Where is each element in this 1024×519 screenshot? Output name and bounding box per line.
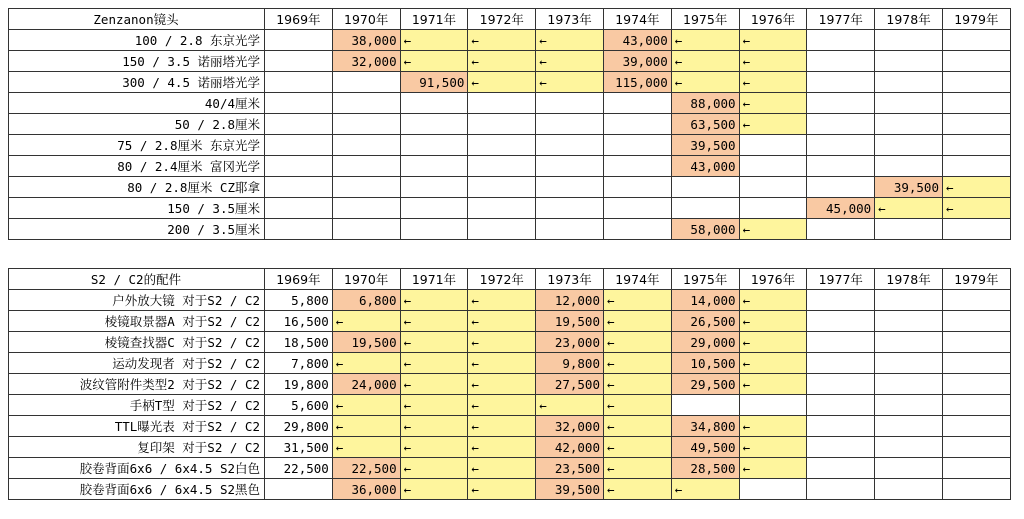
price-cell bbox=[875, 72, 943, 93]
table-row bbox=[9, 198, 1011, 219]
price-cell bbox=[671, 395, 739, 416]
price-cell bbox=[671, 198, 739, 219]
price-cell bbox=[265, 156, 333, 177]
carry-forward-arrow: ← bbox=[332, 395, 400, 416]
year-header: 1970年 bbox=[332, 9, 400, 30]
price-cell bbox=[400, 198, 468, 219]
price-cell bbox=[332, 93, 400, 114]
price-cell bbox=[807, 219, 875, 240]
carry-forward-arrow: ← bbox=[739, 72, 807, 93]
table-row bbox=[9, 437, 1011, 458]
row-label: 100 / 2.8 东京光学 bbox=[9, 30, 265, 51]
row-label: 胶卷背面6x6 / 6x4.5 S2白色 bbox=[9, 458, 265, 479]
price-cell bbox=[265, 72, 333, 93]
price-cell bbox=[942, 395, 1010, 416]
table-row bbox=[9, 219, 1011, 240]
price-cell bbox=[332, 198, 400, 219]
carry-forward-arrow: ← bbox=[739, 219, 807, 240]
price-cell bbox=[875, 219, 943, 240]
price-cell bbox=[400, 93, 468, 114]
price-cell: 39,500 bbox=[875, 177, 943, 198]
year-header: 1969年 bbox=[265, 9, 333, 30]
price-cell: 18,500 bbox=[265, 332, 333, 353]
price-cell: 49,500 bbox=[671, 437, 739, 458]
price-cell bbox=[603, 219, 671, 240]
table-row bbox=[9, 290, 1011, 311]
table-row bbox=[9, 93, 1011, 114]
table-row bbox=[9, 51, 1011, 72]
year-header: 1973年 bbox=[536, 9, 604, 30]
year-header: 1979年 bbox=[942, 269, 1010, 290]
carry-forward-arrow: ← bbox=[739, 51, 807, 72]
row-label: 棱镜查找器C 对于S2 / C2 bbox=[9, 332, 265, 353]
carry-forward-arrow: ← bbox=[400, 311, 468, 332]
price-cell bbox=[875, 353, 943, 374]
price-cell bbox=[942, 479, 1010, 500]
row-label: 75 / 2.8厘米 东京光学 bbox=[9, 135, 265, 156]
carry-forward-arrow: ← bbox=[400, 374, 468, 395]
price-cell: 24,000 bbox=[332, 374, 400, 395]
table-row bbox=[9, 458, 1011, 479]
price-cell bbox=[468, 156, 536, 177]
carry-forward-arrow: ← bbox=[603, 332, 671, 353]
carry-forward-arrow: ← bbox=[739, 416, 807, 437]
table-row bbox=[9, 353, 1011, 374]
lens-table-body bbox=[9, 30, 1011, 240]
year-header: 1973年 bbox=[536, 269, 604, 290]
lens-price-table bbox=[8, 8, 1011, 240]
carry-forward-arrow: ← bbox=[603, 353, 671, 374]
price-cell bbox=[875, 458, 943, 479]
price-cell bbox=[942, 135, 1010, 156]
price-cell bbox=[875, 156, 943, 177]
price-cell: 29,800 bbox=[265, 416, 333, 437]
carry-forward-arrow: ← bbox=[671, 51, 739, 72]
price-cell bbox=[332, 219, 400, 240]
price-cell: 16,500 bbox=[265, 311, 333, 332]
carry-forward-arrow: ← bbox=[332, 311, 400, 332]
price-cell bbox=[332, 135, 400, 156]
price-cell bbox=[468, 177, 536, 198]
carry-forward-arrow: ← bbox=[739, 332, 807, 353]
table-row bbox=[9, 30, 1011, 51]
year-header: 1977年 bbox=[807, 9, 875, 30]
price-cell bbox=[807, 72, 875, 93]
price-cell: 42,000 bbox=[536, 437, 604, 458]
carry-forward-arrow: ← bbox=[468, 51, 536, 72]
carry-forward-arrow: ← bbox=[739, 458, 807, 479]
price-cell bbox=[265, 198, 333, 219]
carry-forward-arrow: ← bbox=[468, 353, 536, 374]
price-cell bbox=[807, 395, 875, 416]
carry-forward-arrow: ← bbox=[739, 93, 807, 114]
price-cell bbox=[739, 177, 807, 198]
price-cell: 26,500 bbox=[671, 311, 739, 332]
carry-forward-arrow: ← bbox=[400, 30, 468, 51]
price-cell bbox=[807, 332, 875, 353]
price-cell: 36,000 bbox=[332, 479, 400, 500]
price-cell bbox=[942, 114, 1010, 135]
price-cell bbox=[942, 374, 1010, 395]
carry-forward-arrow: ← bbox=[468, 290, 536, 311]
price-cell bbox=[400, 135, 468, 156]
year-header: 1972年 bbox=[468, 269, 536, 290]
year-header: 1975年 bbox=[671, 269, 739, 290]
price-cell bbox=[265, 93, 333, 114]
price-cell: 38,000 bbox=[332, 30, 400, 51]
price-cell bbox=[400, 114, 468, 135]
carry-forward-arrow: ← bbox=[739, 374, 807, 395]
carry-forward-arrow: ← bbox=[739, 30, 807, 51]
price-cell: 23,500 bbox=[536, 458, 604, 479]
row-label: 胶卷背面6x6 / 6x4.5 S2黑色 bbox=[9, 479, 265, 500]
carry-forward-arrow: ← bbox=[603, 479, 671, 500]
price-cell bbox=[265, 30, 333, 51]
price-cell bbox=[807, 156, 875, 177]
price-cell: 29,500 bbox=[671, 374, 739, 395]
carry-forward-arrow: ← bbox=[468, 395, 536, 416]
price-cell bbox=[400, 219, 468, 240]
carry-forward-arrow: ← bbox=[332, 416, 400, 437]
carry-forward-arrow: ← bbox=[468, 30, 536, 51]
price-cell bbox=[875, 416, 943, 437]
price-cell bbox=[942, 51, 1010, 72]
price-cell bbox=[265, 177, 333, 198]
price-cell bbox=[942, 290, 1010, 311]
price-cell: 19,500 bbox=[332, 332, 400, 353]
carry-forward-arrow: ← bbox=[536, 395, 604, 416]
row-label: 运动发现者 对于S2 / C2 bbox=[9, 353, 265, 374]
carry-forward-arrow: ← bbox=[875, 198, 943, 219]
price-cell bbox=[807, 437, 875, 458]
price-cell bbox=[536, 135, 604, 156]
price-cell bbox=[942, 30, 1010, 51]
price-cell bbox=[807, 311, 875, 332]
price-cell bbox=[942, 156, 1010, 177]
price-cell bbox=[671, 177, 739, 198]
price-cell bbox=[332, 156, 400, 177]
price-cell: 63,500 bbox=[671, 114, 739, 135]
year-header: 1969年 bbox=[265, 269, 333, 290]
price-cell: 34,800 bbox=[671, 416, 739, 437]
price-cell bbox=[875, 114, 943, 135]
carry-forward-arrow: ← bbox=[603, 374, 671, 395]
carry-forward-arrow: ← bbox=[536, 30, 604, 51]
table-row bbox=[9, 135, 1011, 156]
year-header: 1978年 bbox=[875, 9, 943, 30]
carry-forward-arrow: ← bbox=[739, 353, 807, 374]
row-label: 80 / 2.4厘米 富冈光学 bbox=[9, 156, 265, 177]
price-cell bbox=[468, 198, 536, 219]
price-cell bbox=[468, 135, 536, 156]
year-header: 1971年 bbox=[400, 269, 468, 290]
row-label: 波纹管附件类型2 对于S2 / C2 bbox=[9, 374, 265, 395]
price-cell bbox=[942, 458, 1010, 479]
price-cell bbox=[468, 219, 536, 240]
price-cell bbox=[807, 416, 875, 437]
carry-forward-arrow: ← bbox=[468, 311, 536, 332]
price-cell bbox=[942, 72, 1010, 93]
price-cell bbox=[739, 395, 807, 416]
carry-forward-arrow: ← bbox=[468, 332, 536, 353]
price-cell bbox=[536, 177, 604, 198]
table-row bbox=[9, 72, 1011, 93]
carry-forward-arrow: ← bbox=[400, 458, 468, 479]
carry-forward-arrow: ← bbox=[400, 479, 468, 500]
price-cell bbox=[875, 290, 943, 311]
table-row bbox=[9, 114, 1011, 135]
price-cell bbox=[332, 177, 400, 198]
price-cell: 19,500 bbox=[536, 311, 604, 332]
price-cell bbox=[942, 437, 1010, 458]
table-row bbox=[9, 156, 1011, 177]
row-label: 手柄T型 对于S2 / C2 bbox=[9, 395, 265, 416]
price-cell bbox=[332, 72, 400, 93]
carry-forward-arrow: ← bbox=[536, 51, 604, 72]
accessory-table-body bbox=[9, 290, 1011, 500]
price-cell: 22,500 bbox=[265, 458, 333, 479]
carry-forward-arrow: ← bbox=[468, 458, 536, 479]
row-label: TTL曝光表 对于S2 / C2 bbox=[9, 416, 265, 437]
year-header: 1976年 bbox=[739, 269, 807, 290]
carry-forward-arrow: ← bbox=[400, 353, 468, 374]
price-cell bbox=[875, 311, 943, 332]
price-cell: 39,000 bbox=[603, 51, 671, 72]
price-cell: 14,000 bbox=[671, 290, 739, 311]
year-header: 1975年 bbox=[671, 9, 739, 30]
row-label: 300 / 4.5 诺丽塔光学 bbox=[9, 72, 265, 93]
carry-forward-arrow: ← bbox=[671, 30, 739, 51]
carry-forward-arrow: ← bbox=[400, 332, 468, 353]
price-cell bbox=[603, 198, 671, 219]
price-cell bbox=[332, 114, 400, 135]
price-cell bbox=[875, 395, 943, 416]
price-cell bbox=[807, 51, 875, 72]
accessory-table-title: S2 / C2的配件 bbox=[9, 269, 265, 290]
carry-forward-arrow: ← bbox=[400, 437, 468, 458]
carry-forward-arrow: ← bbox=[536, 72, 604, 93]
price-cell bbox=[739, 156, 807, 177]
table-row bbox=[9, 311, 1011, 332]
price-cell bbox=[739, 198, 807, 219]
row-label: 户外放大镜 对于S2 / C2 bbox=[9, 290, 265, 311]
price-cell: 19,800 bbox=[265, 374, 333, 395]
price-cell: 39,500 bbox=[536, 479, 604, 500]
price-cell: 32,000 bbox=[536, 416, 604, 437]
carry-forward-arrow: ← bbox=[739, 290, 807, 311]
price-cell bbox=[536, 93, 604, 114]
price-cell bbox=[400, 156, 468, 177]
carry-forward-arrow: ← bbox=[739, 114, 807, 135]
price-cell: 88,000 bbox=[671, 93, 739, 114]
price-cell bbox=[942, 353, 1010, 374]
price-cell bbox=[265, 114, 333, 135]
carry-forward-arrow: ← bbox=[400, 416, 468, 437]
carry-forward-arrow: ← bbox=[671, 72, 739, 93]
price-cell: 6,800 bbox=[332, 290, 400, 311]
price-cell: 115,000 bbox=[603, 72, 671, 93]
price-cell bbox=[603, 114, 671, 135]
row-label: 80 / 2.8厘米 CZ耶拿 bbox=[9, 177, 265, 198]
year-header: 1971年 bbox=[400, 9, 468, 30]
carry-forward-arrow: ← bbox=[603, 416, 671, 437]
table-row bbox=[9, 479, 1011, 500]
price-cell bbox=[875, 332, 943, 353]
price-cell bbox=[536, 114, 604, 135]
price-cell: 39,500 bbox=[671, 135, 739, 156]
carry-forward-arrow: ← bbox=[603, 290, 671, 311]
year-header: 1974年 bbox=[603, 269, 671, 290]
carry-forward-arrow: ← bbox=[468, 437, 536, 458]
price-cell: 43,000 bbox=[603, 30, 671, 51]
price-cell bbox=[807, 479, 875, 500]
price-cell bbox=[468, 93, 536, 114]
carry-forward-arrow: ← bbox=[603, 395, 671, 416]
table-row bbox=[9, 395, 1011, 416]
accessory-header-row bbox=[9, 269, 1011, 290]
price-cell bbox=[942, 219, 1010, 240]
price-cell: 27,500 bbox=[536, 374, 604, 395]
price-cell: 91,500 bbox=[400, 72, 468, 93]
carry-forward-arrow: ← bbox=[332, 353, 400, 374]
price-cell bbox=[807, 30, 875, 51]
price-cell: 32,000 bbox=[332, 51, 400, 72]
carry-forward-arrow: ← bbox=[400, 290, 468, 311]
row-label: 150 / 3.5厘米 bbox=[9, 198, 265, 219]
price-cell bbox=[807, 177, 875, 198]
price-cell bbox=[603, 135, 671, 156]
carry-forward-arrow: ← bbox=[332, 437, 400, 458]
price-cell bbox=[875, 135, 943, 156]
year-header: 1977年 bbox=[807, 269, 875, 290]
price-cell bbox=[603, 93, 671, 114]
price-cell: 23,000 bbox=[536, 332, 604, 353]
price-cell: 29,000 bbox=[671, 332, 739, 353]
accessory-price-table bbox=[8, 268, 1011, 500]
price-cell: 45,000 bbox=[807, 198, 875, 219]
price-cell bbox=[265, 479, 333, 500]
price-cell bbox=[603, 156, 671, 177]
year-header: 1978年 bbox=[875, 269, 943, 290]
carry-forward-arrow: ← bbox=[468, 479, 536, 500]
carry-forward-arrow: ← bbox=[468, 72, 536, 93]
price-cell bbox=[536, 198, 604, 219]
price-cell bbox=[807, 374, 875, 395]
price-cell bbox=[536, 219, 604, 240]
price-cell bbox=[400, 177, 468, 198]
carry-forward-arrow: ← bbox=[468, 374, 536, 395]
year-header: 1974年 bbox=[603, 9, 671, 30]
carry-forward-arrow: ← bbox=[400, 395, 468, 416]
price-cell bbox=[875, 374, 943, 395]
table-row bbox=[9, 177, 1011, 198]
price-cell bbox=[942, 416, 1010, 437]
price-cell bbox=[807, 114, 875, 135]
price-cell: 10,500 bbox=[671, 353, 739, 374]
price-cell: 5,600 bbox=[265, 395, 333, 416]
lens-header-row bbox=[9, 9, 1011, 30]
price-cell bbox=[265, 51, 333, 72]
carry-forward-arrow: ← bbox=[603, 311, 671, 332]
row-label: 150 / 3.5 诺丽塔光学 bbox=[9, 51, 265, 72]
year-header: 1970年 bbox=[332, 269, 400, 290]
price-cell: 22,500 bbox=[332, 458, 400, 479]
year-header: 1972年 bbox=[468, 9, 536, 30]
table-row bbox=[9, 416, 1011, 437]
price-cell: 58,000 bbox=[671, 219, 739, 240]
price-cell bbox=[942, 93, 1010, 114]
price-cell bbox=[265, 219, 333, 240]
price-cell bbox=[739, 135, 807, 156]
price-cell bbox=[603, 177, 671, 198]
price-cell bbox=[807, 458, 875, 479]
price-cell bbox=[942, 311, 1010, 332]
price-cell bbox=[875, 437, 943, 458]
price-cell bbox=[468, 114, 536, 135]
price-cell bbox=[875, 93, 943, 114]
price-cell: 43,000 bbox=[671, 156, 739, 177]
carry-forward-arrow: ← bbox=[603, 437, 671, 458]
carry-forward-arrow: ← bbox=[942, 198, 1010, 219]
row-label: 200 / 3.5厘米 bbox=[9, 219, 265, 240]
carry-forward-arrow: ← bbox=[671, 479, 739, 500]
year-header: 1979年 bbox=[942, 9, 1010, 30]
price-cell bbox=[807, 353, 875, 374]
row-label: 复印架 对于S2 / C2 bbox=[9, 437, 265, 458]
lens-table-title: Zenzanon镜头 bbox=[9, 9, 265, 30]
price-cell bbox=[807, 93, 875, 114]
price-cell bbox=[942, 332, 1010, 353]
carry-forward-arrow: ← bbox=[400, 51, 468, 72]
table-row bbox=[9, 332, 1011, 353]
carry-forward-arrow: ← bbox=[739, 311, 807, 332]
year-header: 1976年 bbox=[739, 9, 807, 30]
table-row bbox=[9, 374, 1011, 395]
carry-forward-arrow: ← bbox=[468, 416, 536, 437]
row-label: 50 / 2.8厘米 bbox=[9, 114, 265, 135]
price-cell bbox=[875, 30, 943, 51]
price-cell bbox=[739, 479, 807, 500]
carry-forward-arrow: ← bbox=[603, 458, 671, 479]
price-cell bbox=[265, 135, 333, 156]
carry-forward-arrow: ← bbox=[739, 437, 807, 458]
price-cell: 5,800 bbox=[265, 290, 333, 311]
carry-forward-arrow: ← bbox=[942, 177, 1010, 198]
price-cell: 31,500 bbox=[265, 437, 333, 458]
price-cell bbox=[807, 135, 875, 156]
row-label: 棱镜取景器A 对于S2 / C2 bbox=[9, 311, 265, 332]
price-cell bbox=[536, 156, 604, 177]
price-cell: 7,800 bbox=[265, 353, 333, 374]
price-cell bbox=[807, 290, 875, 311]
price-cell bbox=[875, 479, 943, 500]
price-cell: 28,500 bbox=[671, 458, 739, 479]
price-cell: 12,000 bbox=[536, 290, 604, 311]
price-cell: 9,800 bbox=[536, 353, 604, 374]
row-label: 40/4厘米 bbox=[9, 93, 265, 114]
price-cell bbox=[875, 51, 943, 72]
